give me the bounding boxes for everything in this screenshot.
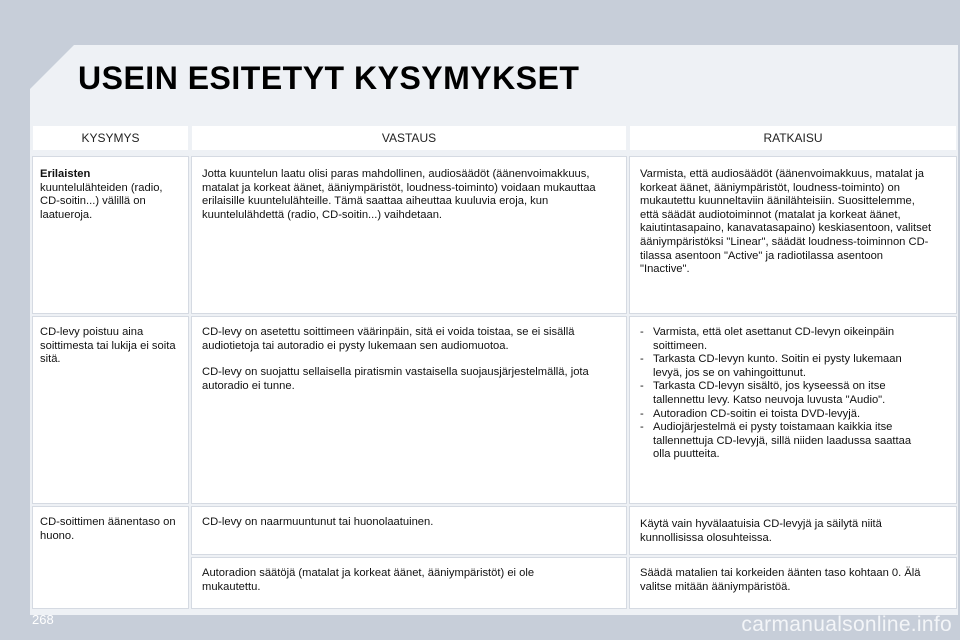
row2-answer-paragraph-1: CD-levy on asetettu soittimeen väärinpäin, sitä ei voida toistaa, se ei sisällä audiotietoja tai autoradio ei pysty lukemaan sen audiomuotoa. xyxy=(202,326,575,352)
row3-answer-a: CD-levy on naarmuuntunut tai huonolaatuinen. xyxy=(202,516,434,528)
row2-solution-list xyxy=(640,326,920,462)
row1-question-title: Erilaisten xyxy=(40,168,91,180)
row1-question-text: kuuntelulähteiden (radio, CD-soitin...) välillä on laatueroja. xyxy=(40,181,163,221)
row3-answer-a-cell xyxy=(192,507,626,554)
row3-question: CD-soittimen äänentaso on huono. xyxy=(40,516,176,542)
list-item: - Audiojärjestelmä ei pysty toistamaan kaikkia itse tallennettuja CD-levyjä, sillä niiden laadussa saattaa olla puutteita. xyxy=(640,421,920,462)
row1-solution: Varmista, että audiosäädöt (äänenvoimakkuus, matalat ja korkeat äänet, ääniympäristöt, loudness-toiminto) on mukautettu kuunneltaviin äänilähteisiin. Suosittelemme, että säädät audiotoiminnot (matalat ja korkeat äänet, kaiutintasapaino, kanavatasapaino) keskiasentoon, valitset ääniympäristöksi "Linear", säädät loudness-toiminnon CD-tilassa asentoon "Active" ja radiotilassa asentoon "Inactive". xyxy=(640,168,932,276)
list-item: - Autoradion CD-soitin ei toista DVD-levyjä. xyxy=(640,408,920,422)
page-number: 268 xyxy=(32,612,54,627)
row2-solution xyxy=(640,326,920,462)
row1-question xyxy=(40,168,185,222)
list-item: - Varmista, että olet asettanut CD-levyn oikeinpäin soittimeen. xyxy=(640,326,920,353)
list-item: - Tarkasta CD-levyn kunto. Soitin ei pysty lukemaan levyä, jos se on vahingoittunut. xyxy=(640,353,920,380)
row3-solution-a: Käytä vain hyvälaatuisia CD-levyjä ja säilytä niitä kunnollisissa olosuhteissa. xyxy=(640,518,882,544)
row2-answer-paragraph-2: CD-levy on suojattu sellaisella piratismin vastaisella suojausjärjestelmällä, jota autoradio ei tunne. xyxy=(202,366,589,392)
header-answer: VASTAUS xyxy=(192,126,626,150)
row2-question: CD-levy poistuu aina soittimesta tai lukija ei soita sitä. xyxy=(40,326,176,366)
row3-solution-b: Säädä matalien tai korkeiden äänten taso kohtaan 0. Älä valitse mitään ääniympäristöä. xyxy=(640,567,921,593)
row1-answer: Jotta kuuntelun laatu olisi paras mahdollinen, audiosäädöt (äänenvoimakkuus, matalat ja korkeat äänet, ääniympäristöt, loudness-toiminto) voidaan mukauttaa erilaisille kuuntelulähteille. Tämä saattaa aiheuttaa kuuluvia eroja, kun kuuntelulähdettä (radio, CD-soitin...) vaihdetaan. xyxy=(202,168,596,221)
header-solution: RATKAISU xyxy=(630,126,956,150)
header-question: KYSYMYS xyxy=(33,126,188,150)
list-item: - Tarkasta CD-levyn sisältö, jos kyseessä on itse tallennettu levy. Katso neuvoja luvusta "Audio". xyxy=(640,380,920,407)
page-title: USEIN ESITETYT KYSYMYKSET xyxy=(78,60,580,96)
watermark-text: carmanualsonline.info xyxy=(741,613,952,636)
row2-answer xyxy=(202,326,612,406)
row3-answer-b: Autoradion säätöjä (matalat ja korkeat äänet, ääniympäristöt) ei ole mukautettu. xyxy=(202,567,535,593)
